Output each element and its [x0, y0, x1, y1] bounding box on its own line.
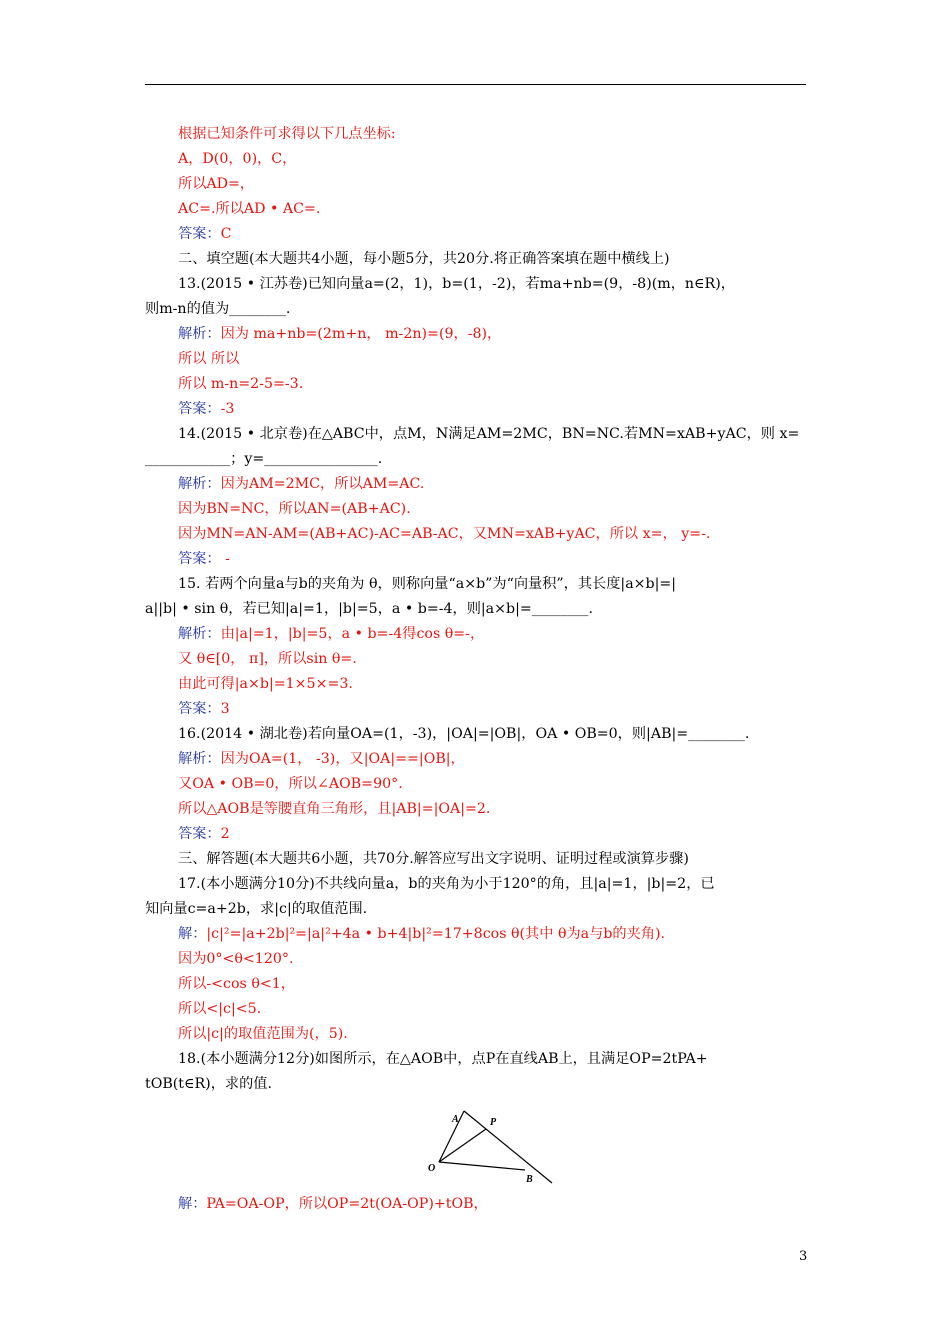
question-13: 13.(2015 • 江苏卷)已知向量a=(2，1)，b=(1，-2)，若ma+nb=(9，-8)(m，n∈R)，: [178, 276, 735, 292]
answer-line: 答案：-3: [178, 401, 235, 417]
answer-line: 答案：3: [178, 701, 230, 717]
text-line: A，D(0，0)，C，: [178, 151, 297, 167]
label-p: P: [490, 1117, 497, 1128]
text-line: 由此可得|a×b|=1×5×=3.: [178, 676, 353, 692]
section-heading: 二、填空题(本大题共4小题，每小题5分，共20分.将正确答案填在题中横线上): [178, 251, 670, 267]
text-line: 所以AD=，: [178, 176, 255, 192]
question-18-cont: tOB(t∈R)，求的值.: [145, 1076, 272, 1092]
text-line: 又OA • OB=0，所以∠AOB=90°.: [178, 776, 403, 792]
text-line: 因为0°<θ<120°.: [178, 951, 294, 967]
question-14: 14.(2015 • 北京卷)在△ABC中，点M，N满足AM=2MC，BN=NC.若MN=xAB+yAC，则 x=: [178, 426, 800, 442]
solution-line: 解析：因为OA=(1， -3)，又|OA|==|OB|，: [178, 751, 465, 767]
answer-line: 答案：2: [178, 826, 230, 842]
triangle-diagram: [420, 1105, 560, 1187]
solution-line: 解析：因为AM=2MC，所以AM=AC.: [178, 476, 425, 492]
text-line: 所以△AOB是等腰直角三角形，且|AB|=|OA|=2.: [178, 801, 491, 817]
solution-line: 解析：因为 ma+nb=(2m+n， m-2n)=(9，-8)，: [178, 326, 502, 342]
text-line: 因为BN=NC，所以AN=(AB+AC).: [178, 501, 411, 517]
solution-line: 解析：由|a|=1，|b|=5，a • b=-4得cos θ=-，: [178, 626, 485, 642]
segment-op: [439, 1129, 486, 1162]
answer-line: 答案： -: [178, 551, 230, 567]
question-16: 16.(2014 • 湖北卷)若向量OA=(1，-3)，|OA|=|OB|，OA • OB=0，则|AB|=________.: [178, 726, 750, 742]
section-heading: 三、解答题(本大题共6小题，共70分.解答应写出文字说明、证明过程或演算步骤): [178, 851, 689, 867]
line-ab: [464, 1111, 552, 1183]
label-a: A: [452, 1114, 459, 1125]
solution-line: 解：PA=OA-OP，所以OP=2t(OA-OP)+tOB，: [178, 1196, 488, 1212]
question-15: 15. 若两个向量a与b的夹角为 θ，则称向量“a×b”为“向量积”，其长度|a×b|=|: [178, 576, 677, 592]
header-rule: [145, 84, 806, 85]
text-line: 所以-<cos θ<1，: [178, 976, 295, 992]
triangle-figure: [420, 1105, 560, 1187]
question-15-cont: a||b| • sin θ，若已知|a|=1，|b|=5，a • b=-4，则|a×b|=________.: [145, 601, 594, 617]
question-17-cont: 知向量c=a+2b，求|c|的取值范围.: [145, 901, 368, 917]
text-line: AC=.所以AD • AC=.: [178, 201, 321, 217]
text-line: 因为MN=AN-AM=(AB+AC)-AC=AB-AC，又MN=xAB+yAC，所以 x=， y=-.: [178, 526, 711, 542]
label-b: B: [526, 1174, 533, 1185]
text-line: 所以 所以: [178, 351, 240, 367]
text-line: 又 θ∈[0， π]，所以sin θ=.: [178, 651, 357, 667]
page-number: 3: [799, 1249, 808, 1264]
question-17: 17.(本小题满分10分)不共线向量a，b的夹角为小于120°的角，且|a|=1，|b|=2，已: [178, 876, 715, 892]
question-18: 18.(本小题满分12分)如图所示，在△AOB中，点P在直线AB上，且满足OP=2tPA+: [178, 1051, 708, 1067]
label-o: O: [428, 1163, 436, 1174]
question-14-cont: ____________；y=________________.: [145, 451, 383, 467]
text-line: 所以<|c|<5.: [178, 1001, 262, 1017]
answer-line: 答案：C: [178, 226, 232, 242]
text-line: 所以|c|的取值范围为(，5).: [178, 1026, 348, 1042]
question-13-cont: 则m-n的值为________.: [145, 301, 291, 317]
segment-ob: [439, 1162, 525, 1170]
text-line: 所以 m-n=2-5=-3.: [178, 376, 304, 392]
text-line: 根据已知条件可求得以下几点坐标:: [178, 126, 396, 142]
solution-line: 解：|c|²=|a+2b|²=|a|²+4a • b+4|b|²=17+8cos θ(其中 θ为a与b的夹角).: [178, 926, 666, 942]
